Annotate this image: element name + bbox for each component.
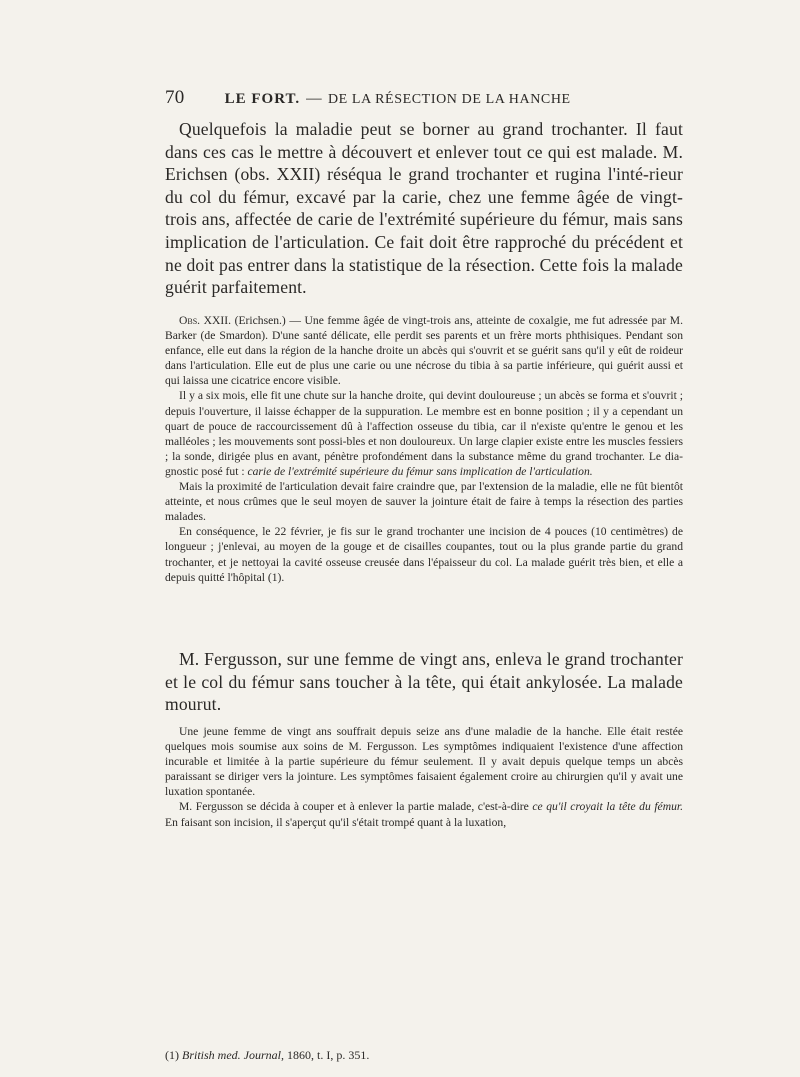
footnote <box>165 1048 683 1063</box>
footnote-text: 1860, t. I, p. 351. <box>284 1048 370 1062</box>
obs-label: Obs. XXII. <box>179 314 232 327</box>
obs-paragraph-1 <box>165 313 683 388</box>
obs2-paragraph-1: Une jeune femme de vingt ans souffrait depuis seize ans d'une maladie de la hanche. Elle était restée quelques mois soumise aux soins de M. Fergusson. Les symptômes indiquaient l'existence d'une affection incurable et limitée à la partie supérieure du fémur seulement. Il y avait depuis quelque temps un abcès paraissant se diriger vers la jointure. Les symptômes faisaient également croire au chirurgien qu'il y avait une luxation spontanée. <box>165 725 683 799</box>
obs-paragraph-2 <box>165 388 683 479</box>
paragraph-fergusson: M. Fergusson, sur une femme de vingt ans, enleva le grand trochanter et le col du fémur sans toucher à la tête, qui était ankylosée. La malade mourut. <box>165 649 683 715</box>
header-separator: — <box>306 90 322 107</box>
obs2-italic: ce qu'il croyait la tête du fémur. <box>532 800 683 814</box>
author-name: LE FORT. <box>224 91 301 107</box>
diagnosis-text: carie de l'extrémité supérieure du fémur sans implication de l'articulation. <box>247 464 593 478</box>
obs-paragraph-4: En conséquence, le 22 février, je fis sur le grand trochanter une incision de 4 pouces (10 centimètres) de longueur ; j'enlevai, au moyen de la gouge et de cisailles coupantes, tout ou la plus grande partie du grand trochanter, et je nettoyai la cavité osseuse creusée dans l'épaisseur du col. La malade guérit très bien, et elle a depuis quitté l'hôpital (1). <box>165 525 683 584</box>
page-number: 70 <box>165 87 185 108</box>
running-head <box>165 87 685 109</box>
obs2-paragraph-2 <box>165 799 683 829</box>
obs2-text: M. Fergusson se décida à couper et à enlever la partie malade, c'est-à-dire <box>179 800 533 814</box>
obs2-text: En faisant son incision, il s'aperçut qu'il s'était trompé quant à la luxation, <box>165 815 507 829</box>
footnote-marker: (1) <box>165 1048 182 1062</box>
obs-text: Il y a six mois, elle fit une chute sur la hanche droite, qui devint douloureuse ; un abcès se forma et s'ouvrit ; depuis l'ouverture, il laisse échapper de la suppuration. Le membre est en bonne position ; il y a cependant un quart de pouce de raccourcissement dû à l'affection osseuse du tibia, car il n'existe qu'entre le genou et les malléoles ; les mouvements sont possi-bles et non douloureux. Un large clapier existe entre les muscles fessiers ; la sonde, dirigée plus en avant, pénètre profondément dans la substance même du grand trochanter. Le dia-gnostic posé fut : <box>165 389 683 478</box>
observation-fergusson <box>165 724 683 830</box>
paragraph-intro: Quelquefois la maladie peut se borner au grand trochanter. Il faut dans ces cas le mettre à découvert et enlever tout ce qui est malade. M. Erichsen (obs. XXII) réséqua le grand trochanter et rugina l'inté-rieur du col du fémur, excavé par la carie, chez une femme âgée de vingt-trois ans, affectée de carie de l'extrémité supérieure du fémur, mais sans implication de l'articulation. Ce fait doit être rapproché du précédent et ne doit pas entrer dans la statistique de la résection. Cette fois la malade guérit parfaitement. <box>165 119 683 298</box>
obs-text: (Erichsen.) — Une femme âgée de vingt-trois ans, atteinte de coxalgie, me fut adressée par M. Barker (de Smardon). D'une santé délicate, elle perdit ses parents et un frère morts phthisiques. Pendant son enfance, elle eut dans la région de la hanche droite un abcès qui s'ouvrit et se guérit sans qu'il y eût de roideur dans l'articulation. Elle eut de plus une carie ou une nécrose du tibia à sa partie inférieure, qui guérit aussi et qui laissa une cicatrice encore visible. <box>165 314 683 388</box>
footnote-source: British med. Journal, <box>182 1048 284 1062</box>
obs-paragraph-3: Mais la proximité de l'articulation devait faire craindre que, par l'extension de la maladie, elle ne fût bientôt atteinte, et nous crûmes que le seul moyen de sauver la jointure était de faire à temps la résection des parties malades. <box>165 480 683 524</box>
observation-xxii <box>165 313 683 585</box>
running-title: DE LA RÉSECTION DE LA HANCHE <box>327 92 571 107</box>
